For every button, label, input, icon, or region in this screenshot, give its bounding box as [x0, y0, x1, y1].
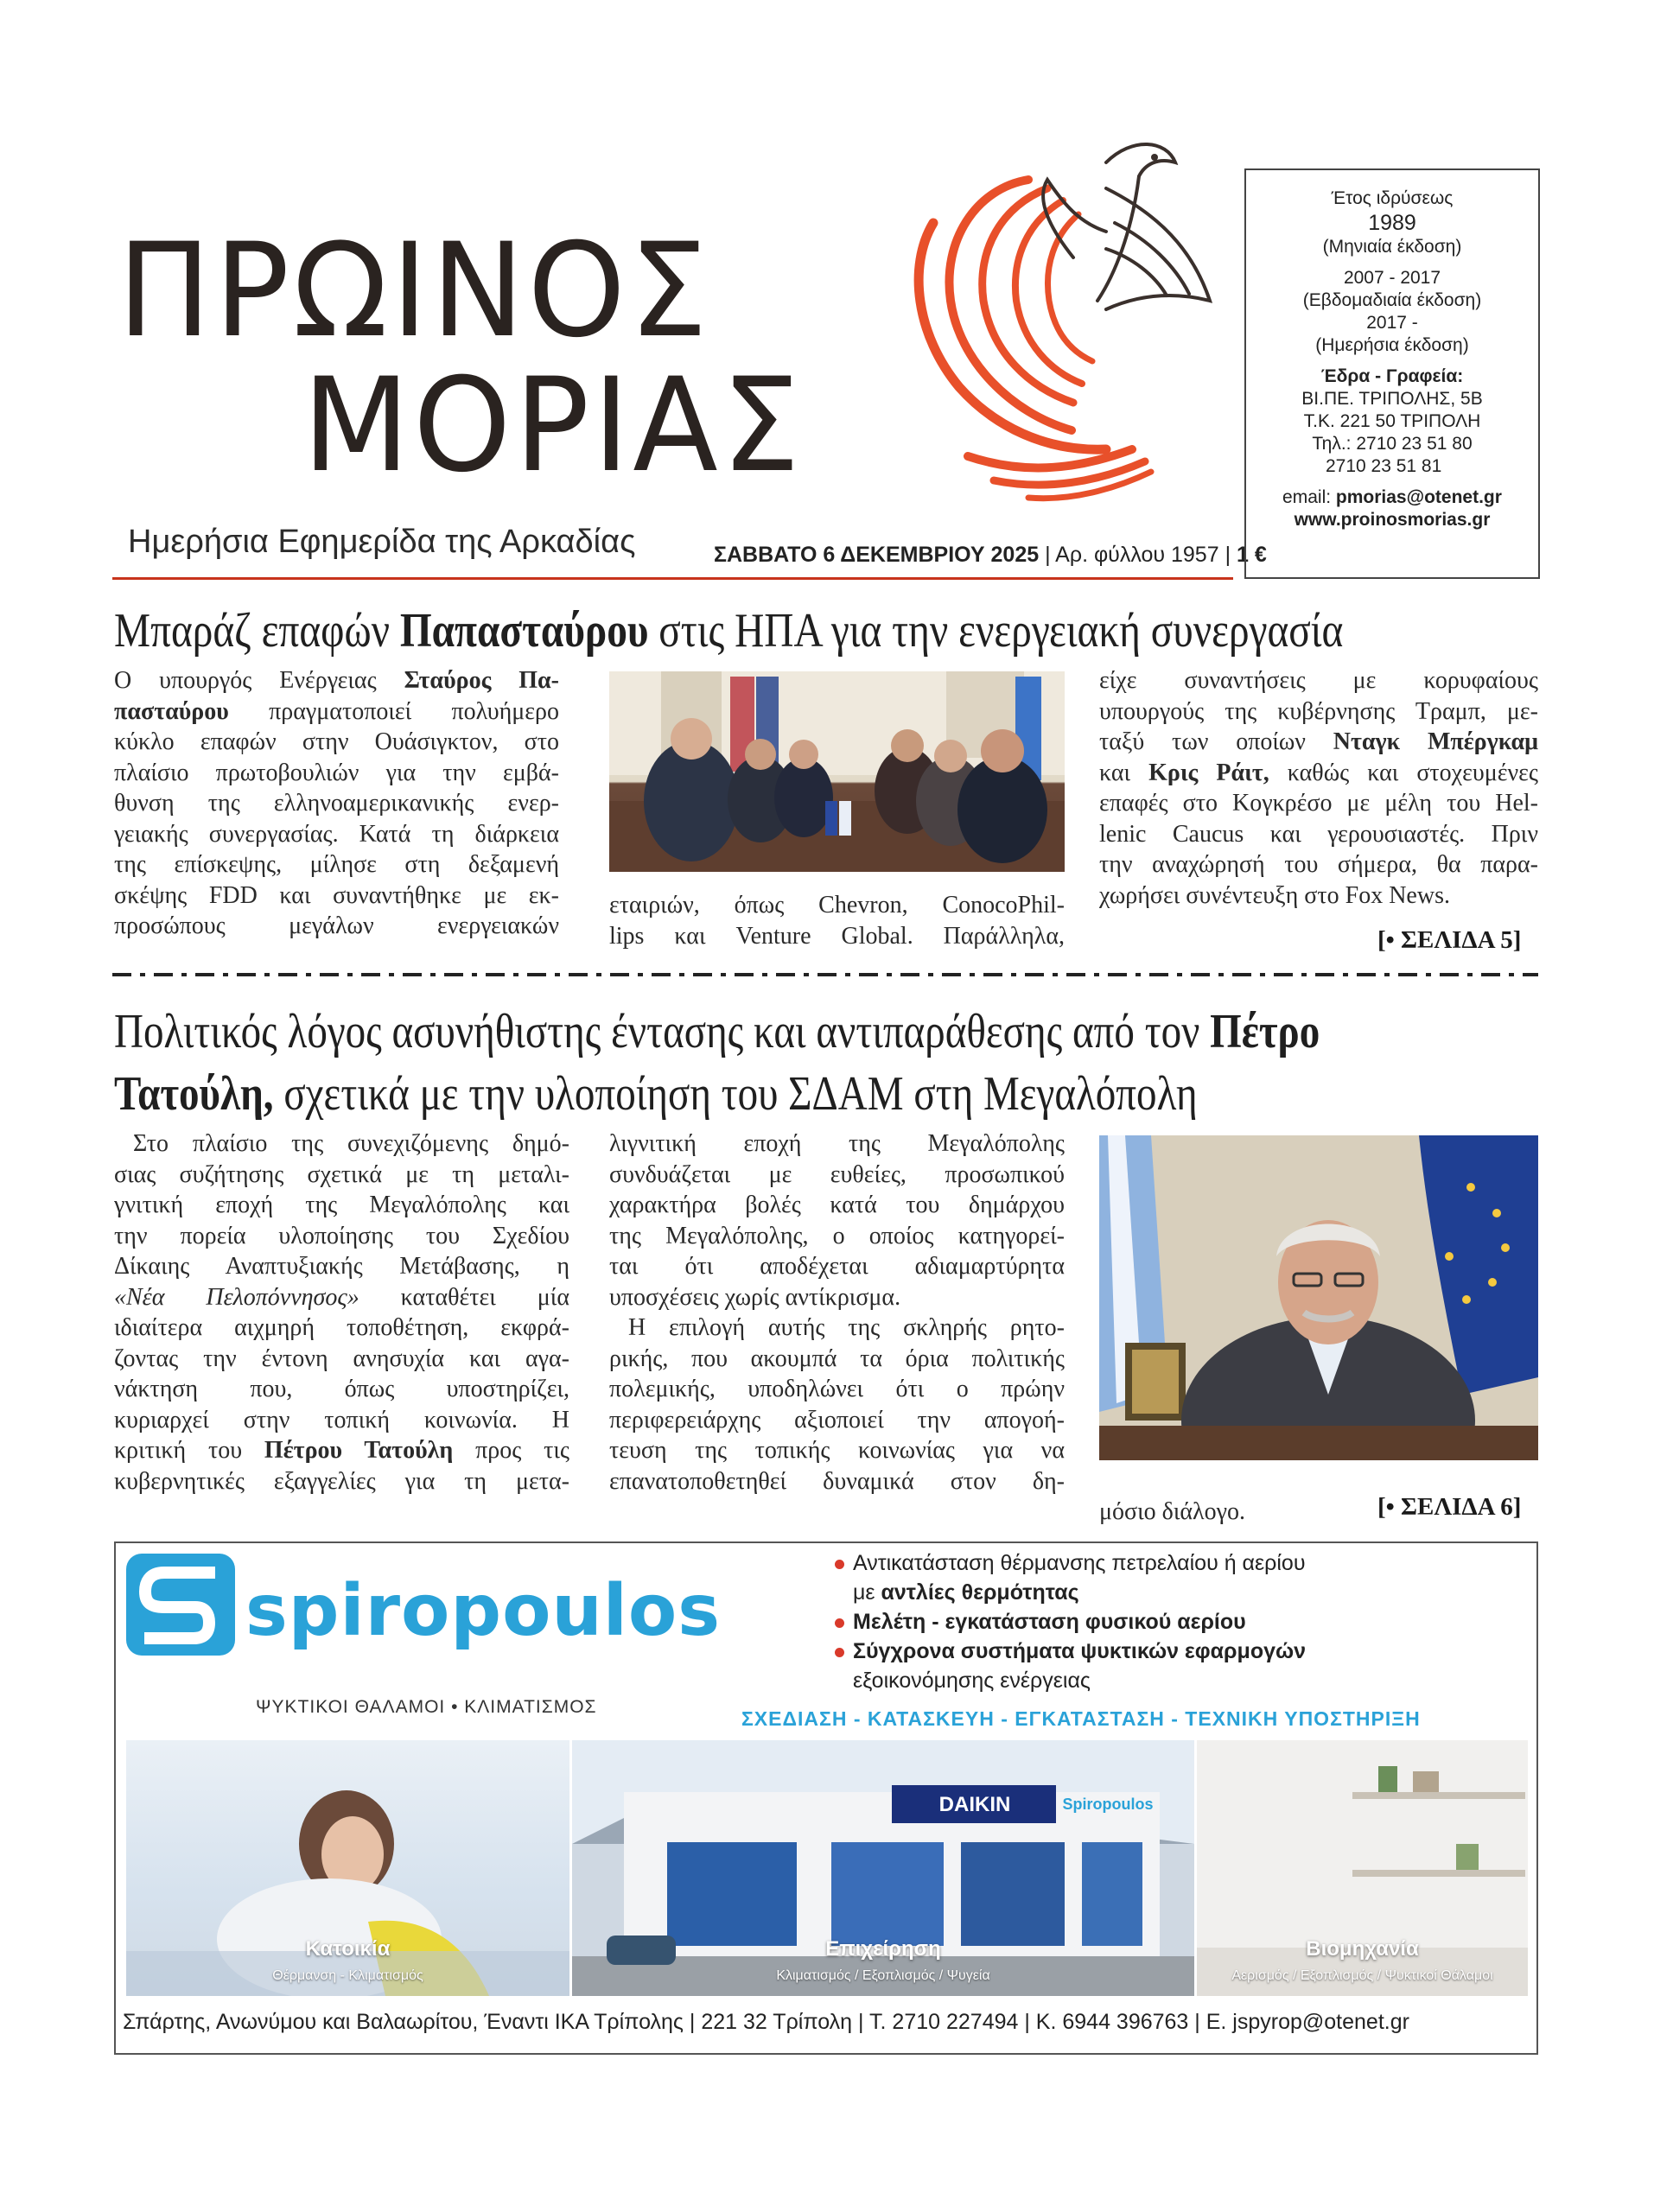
- article2-page-ref[interactable]: [• ΣΕΛΙΔΑ 6]: [1377, 1493, 1522, 1521]
- issue-number: Αρ. φύλλου 1957: [1055, 543, 1219, 567]
- text-line: σκέψης FDD και συναντήθηκε με εκ-: [114, 881, 559, 909]
- text-line: χωρήσει συνέντευξη στο Fox News.: [1099, 881, 1450, 909]
- ad-contact-footer: Σπάρτης, Ανωνύμου και Βαλαωρίτου, Έναντι ΙΚΑ Τρίπολης | 221 32 Τρίπολη | Τ. 2710 227494 | Κ. 6944 396763 | Ε. jspyrop@otenet.gr: [123, 2010, 1409, 2034]
- period-weekly: 2007 - 2017: [1343, 268, 1441, 288]
- headline-text: σχετικά με την υλοποίηση του ΣΔΑΜ στη Μεγαλόπολη: [273, 1067, 1198, 1121]
- text-line: εταιριών, όπως Chevron, ConocoPhil-: [609, 892, 1065, 918]
- text-line: κυριαρχεί στην τοπική κοινωνία. Η: [114, 1406, 569, 1433]
- panel-title: Επιχείρηση: [825, 1937, 941, 1961]
- text-line: Ο υπουργός Ενέργειας Σταύρος Πα-: [114, 667, 559, 694]
- headline-text-bold: Τατούλη,: [114, 1067, 274, 1121]
- headline-text: στις ΗΠΑ για την ενεργειακή συνεργασία: [648, 604, 1344, 658]
- article1-column3: [1099, 665, 1538, 911]
- headline-text-bold: Πέτρο: [1210, 1005, 1320, 1058]
- panel-subtitle: Θέρμανση - Κλιματισμός: [272, 1968, 423, 1983]
- headline-text: Μπαράζ επαφών: [114, 604, 400, 658]
- text-line: νάκτηση που, όπως υποστηρίζει,: [114, 1376, 569, 1402]
- period-daily: 2017 -: [1366, 313, 1418, 333]
- text-line: «Νέα Πελοπόννησος» καταθέτει μία: [114, 1283, 569, 1311]
- text-line: γνιτική εποχή της Μεγαλόπολης και: [114, 1192, 569, 1218]
- masthead-rule: [112, 577, 1233, 580]
- headline-text-bold: Παπασταύρου: [399, 604, 649, 658]
- spiropoulos-brand: spiropoulos: [245, 1570, 722, 1652]
- text-line: συνδυάζεται με ευθείες, προσωπικού: [609, 1160, 1065, 1188]
- edition-daily: (Ημερήσια έκδοση): [1315, 335, 1469, 355]
- ad-panels: [126, 1740, 1528, 1996]
- address-line1: ΒΙ.ΠΕ. ΤΡΙΠΟΛΗΣ, 5Β: [1301, 389, 1483, 409]
- masthead-title-line1: ΠΡΩΙΝΟΣ: [118, 216, 711, 366]
- meeting-scene: [609, 671, 1065, 872]
- founded-year: 1989: [1368, 211, 1416, 235]
- text-line: της επίσκεψης, μίλησε στη δεξαμενή: [114, 851, 559, 878]
- text-line: μόσιο διάλογο.: [1099, 1498, 1245, 1525]
- text-line: ιδιαίτερα αιχμηρή τοποθέτηση, εκφρά-: [114, 1314, 569, 1341]
- service-item: Σύγχρονα συστήματα ψυκτικών εφαρμογών: [835, 1637, 1306, 1666]
- text-line: την αναχώρησή του σήμερα, θα παρα-: [1099, 851, 1538, 878]
- address-line2: Τ.Κ. 221 50 ΤΡΙΠΟΛΗ: [1303, 411, 1481, 431]
- storefront-sign-daikin: DAIKIN: [938, 1793, 1011, 1816]
- text-line: σιας συζήτησης σχετικά με τη μεταλι-: [114, 1160, 569, 1188]
- founded-label: Έτος ιδρύσεως: [1331, 188, 1454, 208]
- ad-service-list: [835, 1548, 1306, 1695]
- text-line: χαρακτήρα βολές κατά του δημάρχου: [609, 1192, 1065, 1218]
- text-line: περιφερειάρχης αξιοποιεί την απογοή-: [609, 1406, 1065, 1433]
- text-line: την πορεία υλοποίησης του Σχεδίου: [114, 1222, 569, 1249]
- article1-column1: [114, 665, 559, 942]
- text-line: Η επιλογή αυτής της σκληρής ρητο-: [628, 1314, 1065, 1341]
- office-label: Έδρα - Γραφεία:: [1320, 366, 1464, 386]
- panel-subtitle: Αερισμός / Εξοπλισμός / Ψυκτικοί Θάλαμοι: [1231, 1968, 1493, 1983]
- phone-2: 2710 23 51 81: [1326, 456, 1442, 476]
- email-label: email:: [1282, 487, 1332, 507]
- text-line: κριτική του Πέτρου Τατούλη προς τις: [114, 1437, 569, 1464]
- text-line: Δίκαιης Αναπτυξιακής Μετάβασης, η: [114, 1253, 569, 1280]
- service-item-cont: με αντλίες θερμότητας: [853, 1580, 1079, 1605]
- text-line: lips και Venture Global. Παράλληλα,: [609, 922, 1065, 950]
- email-line: [1246, 486, 1538, 509]
- text-line: πλαίσιο πρωτοβουλιών για την εμβά-: [114, 759, 559, 786]
- text-line: γειακής συνεργασίας. Κατά τη διάρκεια: [114, 820, 559, 848]
- panel-title: Κατοικία: [305, 1937, 391, 1961]
- text-line: τευση της τοπικής κοινωνίας για να: [609, 1437, 1065, 1464]
- text-line: της Μεγαλόπολης, ο οποίος κατηγορεί-: [609, 1222, 1065, 1249]
- article1-photo[interactable]: [609, 671, 1065, 872]
- text-line: κύκλο επαφών στην Ουάσιγκτον, στο: [114, 728, 559, 755]
- text-line: κυβερνητικές εξαγγελίες για τη μετα-: [114, 1467, 569, 1495]
- section-divider: [112, 973, 1538, 976]
- email-link[interactable]: pmorias@otenet.gr: [1335, 487, 1502, 507]
- text-line: υπουργούς της κυβέρνησης Τραμπ, με-: [1099, 697, 1538, 725]
- storefront-sign-brand: Spiropoulos: [1062, 1796, 1154, 1813]
- service-item-cont: εξοικονόμησης ενέργειας: [853, 1669, 1091, 1693]
- text-line: επανατοποθετηθεί δυναμικά στον δη-: [609, 1467, 1065, 1495]
- issue-date: ΣΑΒΒΑΤΟ 6 ΔΕΚΕΜΒΡΙΟΥ 2025: [714, 543, 1040, 567]
- edition-weekly: (Εβδομαδιαία έκδοση): [1302, 290, 1482, 310]
- text-line: λιγνιτική εποχή της Μεγαλόπολης: [609, 1130, 1065, 1157]
- dove-icon: [847, 128, 1227, 508]
- publisher-infobox: [1244, 168, 1540, 579]
- article1-column2: [609, 890, 1065, 951]
- service-item: Μελέτη - εγκατάσταση φυσικού αερίου: [835, 1607, 1306, 1637]
- text-line: είχε συναντήσεις με κορυφαίους: [1099, 667, 1538, 694]
- text-line: Στο πλαίσιο της συνεχιζόμενης δημό-: [133, 1130, 569, 1157]
- text-line: ζοντας την έντονη ανησυχία και αγα-: [114, 1344, 569, 1372]
- separator: |: [1045, 543, 1051, 567]
- article2-photo[interactable]: [1099, 1135, 1538, 1460]
- text-line: προσώπους μεγάλων ενεργειακών: [114, 912, 559, 939]
- masthead-dateline: [714, 543, 1267, 568]
- issue-price: 1 €: [1237, 543, 1267, 567]
- panel-business[interactable]: [572, 1740, 1194, 1996]
- article1-headline[interactable]: [114, 600, 1343, 662]
- article1-page-ref[interactable]: [• ΣΕΛΙΔΑ 5]: [1377, 926, 1522, 954]
- text-line: πολεμικής, υποδηλώνει ότι ο πρώην: [609, 1376, 1065, 1402]
- ad-services-banner: ΣΧΕΔΙΑΣΗ - ΚΑΤΑΣΚΕΥΗ - ΕΓΚΑΤΑΣΤΑΣΗ - ΤΕΧΝΙΚΗ ΥΠΟΣΤΗΡΙΞΗ: [741, 1707, 1421, 1730]
- separator: |: [1225, 543, 1231, 567]
- article2-column2: [609, 1128, 1065, 1497]
- portrait-scene: [1099, 1135, 1538, 1460]
- text-line: ρικής, που ακουμπά τα όρια πολιτικής: [609, 1344, 1065, 1372]
- article2-column1: [114, 1128, 569, 1497]
- panel-subtitle: Κλιματισμός / Εξοπλισμός / Ψυγεία: [776, 1968, 990, 1983]
- service-item: Αντικατάσταση θέρμανσης πετρελαίου ή αερίου: [835, 1548, 1306, 1578]
- panel-industry[interactable]: [1197, 1740, 1528, 1996]
- edition-monthly: (Μηνιαία έκδοση): [1322, 237, 1462, 257]
- masthead-title-line2: ΜΟΡΙΑΣ: [302, 351, 804, 501]
- spiropoulos-s-logo-icon: [126, 1554, 235, 1656]
- masthead-tagline: Ημερήσια Εφημερίδα της Αρκαδίας: [128, 524, 636, 560]
- text-line: ται ότι αποδέχεται αδιαμαρτύρητα: [609, 1253, 1065, 1280]
- article2-headline[interactable]: [114, 1001, 1320, 1125]
- panel-home[interactable]: [126, 1740, 569, 1996]
- spiropoulos-subtitle: ΨΥΚΤΙΚΟΙ ΘΑΛΑΜΟΙ • ΚΛΙΜΑΤΙΣΜΟΣ: [256, 1697, 597, 1717]
- website-link[interactable]: www.proinosmorias.gr: [1294, 510, 1491, 530]
- article2-column3: [1099, 1497, 1358, 1528]
- text-line: πασταύρου πραγματοποιεί πολυήμερο: [114, 697, 559, 725]
- text-line: επαφές στο Κογκρέσο με μέλη του Hel-: [1099, 790, 1538, 817]
- spiropoulos-advertisement[interactable]: [114, 1541, 1538, 2055]
- panel-title: Βιομηχανία: [1306, 1937, 1419, 1961]
- text-line: και Κρις Ράιτ, καθώς και στοχευμένες: [1099, 759, 1538, 786]
- text-line: lenic Caucus και γερουσιαστές. Πριν: [1099, 820, 1538, 848]
- text-line: ταξύ των οποίων Νταγκ Μπέργκαμ: [1099, 728, 1538, 755]
- text-line: θυνση της ελληνοαμερικανικής ενερ-: [114, 790, 559, 817]
- phone-1: Τηλ.: 2710 23 51 80: [1312, 434, 1473, 454]
- text-line: υποσχέσεις χωρίς αντίκρισμα.: [609, 1283, 901, 1311]
- headline-text: Πολιτικός λόγος ασυνήθιστης έντασης και αντιπαράθεσης από τον: [114, 1005, 1211, 1058]
